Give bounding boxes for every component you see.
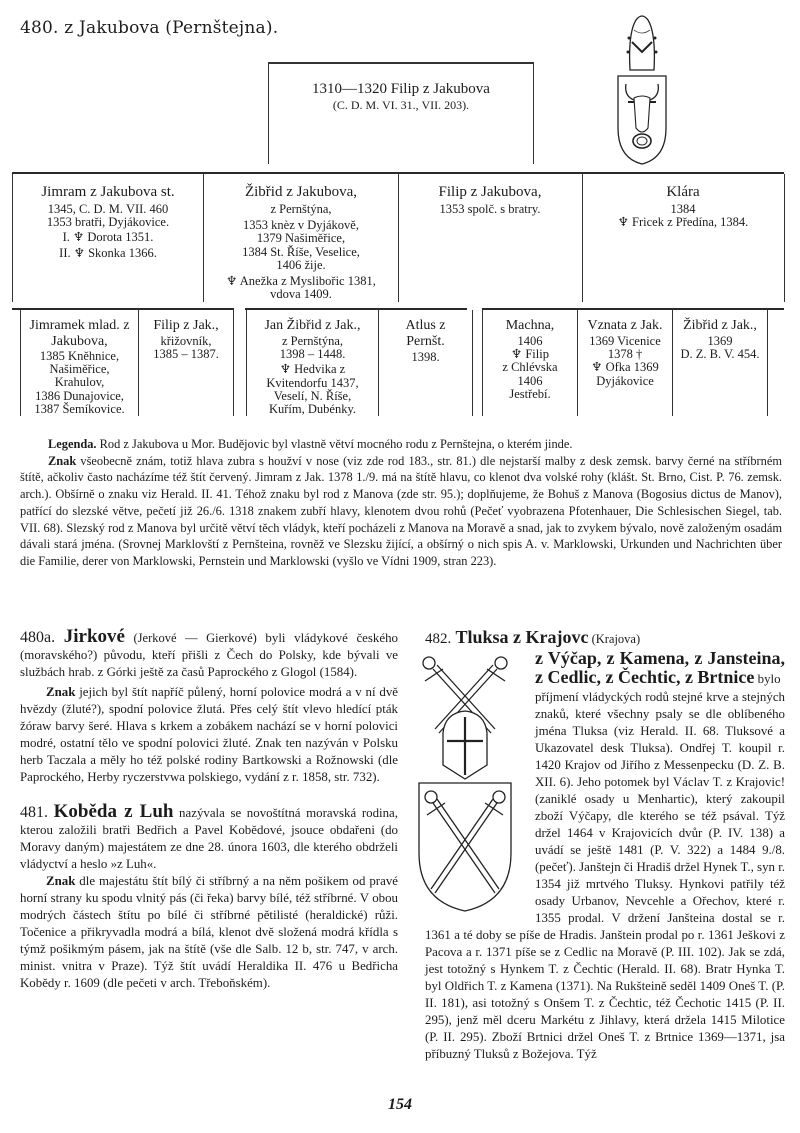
tree-person (673, 318, 767, 361)
divider (233, 310, 234, 416)
person-detail: Jestřebí. (509, 386, 551, 401)
entry-number: 481. (20, 804, 48, 821)
entry-name: Koběda z Luh (53, 801, 174, 822)
person-name: Machna, (505, 318, 555, 333)
tree-person (379, 318, 472, 364)
entry-number: 482. (425, 631, 452, 647)
person-detail: 1384 St. Říše, Veselice, (242, 244, 360, 259)
person-detail: 1369 (707, 334, 733, 348)
divider (203, 174, 204, 302)
person-detail: II. ♆ Skonka 1366. (59, 245, 157, 260)
person-name: Vznata z Jak. (587, 318, 663, 333)
person-detail: Kuřím, Dubénky. (268, 402, 357, 417)
tree-person (578, 318, 672, 388)
person-detail: 1406 žije. (276, 257, 326, 272)
tree-person (205, 184, 397, 301)
person-detail: ♆ Fricek z Předína, 1384. (617, 215, 749, 230)
divider (12, 174, 13, 302)
entry-alt-name: (Krajova) (588, 632, 641, 646)
znak-label: Znak (46, 685, 76, 699)
entry-480a-znak (20, 684, 398, 786)
legend-paragraph (20, 436, 782, 453)
person-detail: 1398 – 1448. (279, 347, 346, 362)
person-name: Filip z Jakubova, (438, 184, 542, 200)
person-detail: ♆ Hedvika z Kvitendorfu 1437, (266, 362, 359, 390)
bison-coat-of-arms-icon (612, 8, 672, 166)
legend-section (20, 436, 782, 570)
divider (472, 310, 473, 416)
entry-name-cont: z Výčap, z Kamena, z Jansteina, z Cedlic, z Čechtic, z Brtnice (535, 648, 785, 687)
divider (784, 174, 785, 302)
person-name: Klára (666, 184, 700, 200)
entry-482-heading (425, 628, 785, 649)
person-name: Jimram z Jakubova st. (41, 184, 175, 200)
divider (582, 174, 583, 302)
person-detail: z Chlévska (502, 360, 558, 375)
person-detail: Dyjákovice (596, 373, 654, 388)
person-detail: 1406 (517, 334, 543, 348)
person-detail: 1398. (411, 350, 440, 364)
person-detail: I. ♆ Dorota 1351. (62, 230, 154, 245)
entry-482-text: příjmení vládyckých rodů stejné krve a stejných znaků, které všechny psaly se dle oblíbeného jména Tluksa (viz Herald. II. 68. Tluksové a Ukazovatel desk Tluksa). Ondřej T. koupil r. 1420 Krajov od Jiřího z Messenpecku (D. Z. B. XII. 6). Jeho potomek byl Václav T. z Krajovic! (zaniklé osady u Menhartic), který zakoupil zboží Výčapy, dle kterého se též psával. Týž držel 1464 v Krajovicích dvůr (P. IV. 138) a uvádí se ještě 1481 (P. V. 322) a 1484 9./8. (pečeť). Janštejn či Hradiš držel Hynek T., syn r. 1354 již mrtvého Tluksy. Hynkovi patřily též osady Urbanov, Nevcehle a Ořechov, které r. 1355 prodal. V držení Janšteina dostal se r. 1361 a té doby se píše de Hradis. Janštein prodal po r. 1361 Ješkovi z Pacova a r. 1371 píše se z Cedlic na Moravě (P. III. 102). Jak se zdá, jest totožný s Hynkem T. z Čechtic (Herald. II. 68). Bratr Hynka T. byl Oldřich T. z Kamena (1371). Na Rukšteině seděl 1409 Oneš T. (P. II. 181), asi totožný s Onšem T. z Čechtic, též Čechotic 1415 (P. II. 295), jenž měl dceru Markétu z Jihlavy, která držela 1415 Milotice (P. II. 295). Zboží Brtnici držel Oneš T. z Brtnice 1369—1371, jsa příbuzný Tluksů z Božejova. Týž (425, 690, 785, 1061)
person-detail: křižovník, (160, 334, 212, 348)
person-detail: Krahulov, (54, 375, 105, 390)
person-name: Žibřid z Jakubova, (244, 184, 358, 200)
person-detail: 1386 Dunajovice, (35, 388, 124, 403)
tree-line-gen2c (482, 308, 784, 310)
person-detail: 1385 Kněhnice, (39, 349, 120, 363)
person-detail: z Pernštýna, (281, 334, 344, 348)
person-detail: Veselí, N. Říše, (273, 388, 352, 403)
entry-name: Jirkové (63, 626, 125, 647)
entry-481-znak (20, 873, 398, 992)
tree-person (400, 184, 580, 216)
tree-person (21, 318, 138, 416)
tluksa-coat-of-arms-icon (405, 653, 525, 915)
person-detail: 1385 – 1387. (153, 347, 219, 362)
tree-person (247, 318, 378, 416)
divider (398, 174, 399, 302)
page-number: 154 (388, 1096, 412, 1113)
znak-text: všeobecně znám, totiž hlava zubra s houžví v nose (viz zde rod 183., str. 81.) dle nejstarší malby z desk zemsk. barvy černé na stříbrném štítě, ačkoliv často nacházíme též štít červený. Jimram z Jak. 1378 1./9. má na štítě hlavu, co klenot dva volské rohy (klášt. St. Brno, Cist. P. 76. zemsk. arch.). Obšírně o znaku viz Herald. II. 41. Téhož znaku byl rod z Manova (zde str. 95.); doplňujeme, že Bohuš z Manova (Bogosius dictus de Manov), patřící do slezské větve, pečetí již 26./6. 1318 znakem zubří hlavy, klenotem dvou rohů (Pečeť vyobrazena Pfotenhauer, Die Schlesischen Siegel, tab. VII. 68). Slezský rod z Manova byl určitě větví těch vládyk, kteří pocházeli z Manova na Moravě a snad, jak to zvykem bývalo, nově založeným osadám dávali stará jména. (Srovnej Marklovští z Pernšteina, rovněž ve Slezsku žijící, a obšírný o nich spis A. v. Marklowski, Urkunden und Nachrichten über die Familie, derer von Marklowski, Pernstein und Marklowski (vyšlo ve Vídni 1909, stran 223). (20, 453, 782, 568)
entry-number: 480a. (20, 629, 56, 646)
person-detail: 1369 Vicenice (589, 334, 661, 348)
person-name: Jimramek mlad. z Jakubova, (29, 318, 130, 349)
person-name: Jan Žibřid z Jak., (264, 318, 361, 333)
tree-person (14, 184, 202, 260)
person-detail: z Pernštýna, (270, 202, 332, 216)
legend-text: Rod z Jakubova u Mor. Budějovic byl vlastně větví mocného rodu z Pernštejna, o kterém jinde. (96, 437, 573, 451)
legend-label: Legenda. (48, 437, 97, 451)
znak-paragraph (20, 453, 782, 570)
person-detail: 1353 knèz v Dyjákově, (243, 218, 359, 233)
person-detail: 1384 (670, 202, 696, 216)
entry-text: bylo (754, 672, 781, 686)
person-detail: ♆ Anežka z Myslibořic 1381, (226, 274, 376, 289)
znak-text: jejich byl štít napříč půlený, horní polovice modrá a v ní dvě hvězdy (žluté?), spodní polovice žlutá. Přes celý štít vlevo hledící pták žóraw barvy šeré. Hlava s krkem a zobákem nachází se v horní polovici modré, ostatní tělo ve spodní polovici žluté. Znak ten nazýván v Polsku herb Taczala a měly ho též polské rodiny Bartkowski a Rožnowski (dle Paprockého, Herby ryczerstvwa polskiego, vydání z r. 1858, str. 732). (20, 685, 398, 784)
person-name: Filip z Jak., (153, 318, 219, 333)
entry-name: Tluksa z Krajovc (455, 627, 589, 647)
tree-person (139, 318, 233, 361)
person-detail: 1379 Našiměřice, (256, 231, 346, 246)
tree-person (584, 184, 782, 229)
page-title: 480. z Jakubova (Pernštejna). (20, 18, 279, 38)
person-name: Žibřid z Jak., (683, 318, 757, 333)
znak-label: Znak (48, 453, 77, 468)
person-detail: vdova 1409. (270, 287, 332, 302)
tree-line-gen2a (12, 308, 234, 310)
root-source: (C. D. M. VI. 31., VII. 203). (332, 98, 470, 112)
person-detail: ♆ Filip (511, 347, 549, 362)
person-detail: 1378 † (607, 347, 643, 362)
person-detail: Našiměřice, (49, 362, 110, 377)
entry-480a (20, 628, 398, 681)
entry-text: byli vládykové českého (moravského?) původu, kteří přišli z Čech do Polsky, kde bývali ve službách hrab. z Górki ještě za časů Paprockého z Glogol (1584). (20, 631, 398, 679)
right-column (425, 628, 785, 1063)
root-name: 1310—1320 Filip z Jakubova (312, 81, 490, 97)
person-detail: 1387 Šemíkovice. (34, 401, 125, 416)
divider (767, 310, 768, 416)
person-detail: 1353 spolč. s bratry. (439, 202, 541, 216)
person-detail: ♆ Ofka 1369 (591, 360, 659, 375)
tree-root-box (268, 62, 534, 164)
tree-line-gen2b (245, 308, 467, 310)
tree-person (483, 318, 577, 401)
person-name: Atlus z Pernšt. (405, 318, 446, 349)
znak-label: Znak (46, 874, 76, 888)
left-column (20, 628, 398, 992)
person-detail: D. Z. B. V. 454. (680, 347, 760, 362)
znak-text: dle majestátu štít bílý či stříbrný a na něm pošikem od pravé horní strany ku spodu vlnitý pás (či řeka) barvy bílé, též stříbrné. V obou modrých částech štítu po bílé či stříbrné pětilisté (heraldické) růži. Točenice a přikryvadla modrá a bílá, klenot dvě složená modrá křídla s týmž pošikmým pásem, jak na štítě (vše dle Salb. 12 b, str. 747, v arch. minist. vnitra v Praze). Týž štít uvádí Heraldika II. 476 u Bedřicha Kobědy r. 1609 (dle pečeti v arch. Třeboňském). (20, 874, 398, 990)
entry-alt-name: (Jerkové — Gierkové) (124, 631, 257, 645)
entry-481 (20, 803, 398, 873)
person-detail: 1345, C. D. M. VII. 460 (47, 202, 169, 216)
person-detail: 1353 bratři, Dyjákovice. (46, 215, 170, 230)
entry-text: nazývala se novoštítná moravská rodina, kterou založili bratři Bedřich a Pavel Kobědové, jsouce obdařeni (do Moravy daným) majestátem ze dne 28. února 1603, dle kterého obdrželi vládyctví a heslo »z Luh«. (20, 806, 398, 871)
person-detail: 1406 (517, 373, 543, 388)
